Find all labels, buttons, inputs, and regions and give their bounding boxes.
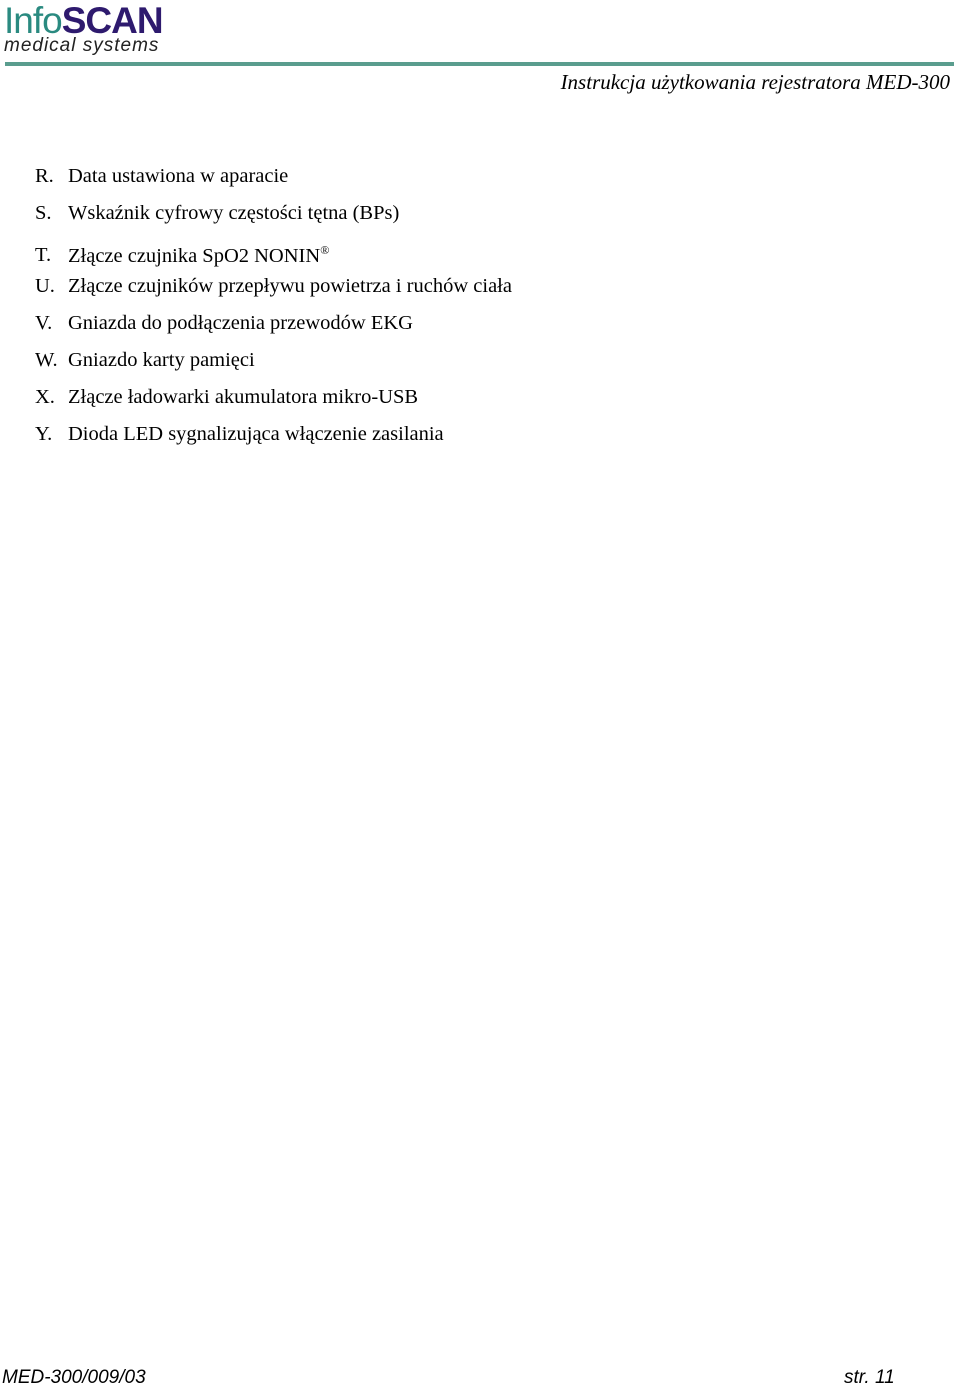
infoscan-logo [4, 2, 163, 55]
registered-mark: ® [320, 242, 330, 257]
list-item [35, 420, 512, 457]
item-letter: U. [35, 275, 55, 298]
item-text: Złącze czujników przepływu powietrza i ruchów ciała [68, 275, 512, 298]
item-letter: R. [35, 165, 54, 187]
list-item [35, 272, 512, 309]
document-title: Instrukcja użytkowania rejestratora MED-300 [560, 70, 950, 94]
item-letter: X. [35, 385, 55, 408]
list-item [35, 162, 512, 199]
logo-subtitle: medical systems [4, 35, 160, 56]
item-letter: S. [35, 201, 52, 224]
item-text: Złącze czujnika SpO2 NONIN [68, 244, 321, 267]
item-letter: V. [35, 312, 53, 335]
item-text: Data ustawiona w aparacie [68, 165, 289, 187]
item-text: Gniazdo karty pamięci [68, 348, 255, 371]
component-list [35, 162, 512, 456]
page-number: str. 11 [844, 1367, 895, 1388]
header-rule [5, 62, 954, 66]
item-text: Wskaźnik cyfrowy częstości tętna (BPs) [68, 201, 400, 224]
item-letter: Y. [35, 422, 53, 445]
list-item [35, 199, 512, 236]
item-text: Dioda LED sygnalizująca włączenie zasilania [68, 422, 444, 445]
item-letter: T. [35, 244, 52, 267]
list-item [35, 346, 512, 383]
item-letter: W. [35, 348, 58, 371]
document-code: MED-300/009/03 [2, 1367, 146, 1388]
item-text: Złącze ładowarki akumulatora mikro-USB [68, 385, 419, 408]
logo-scan: SCAN [61, 0, 163, 41]
list-item [35, 309, 512, 346]
logo-info: Info [4, 0, 62, 41]
list-item [35, 383, 512, 420]
item-text: Gniazda do podłączenia przewodów EKG [68, 312, 413, 335]
list-item [35, 236, 512, 273]
